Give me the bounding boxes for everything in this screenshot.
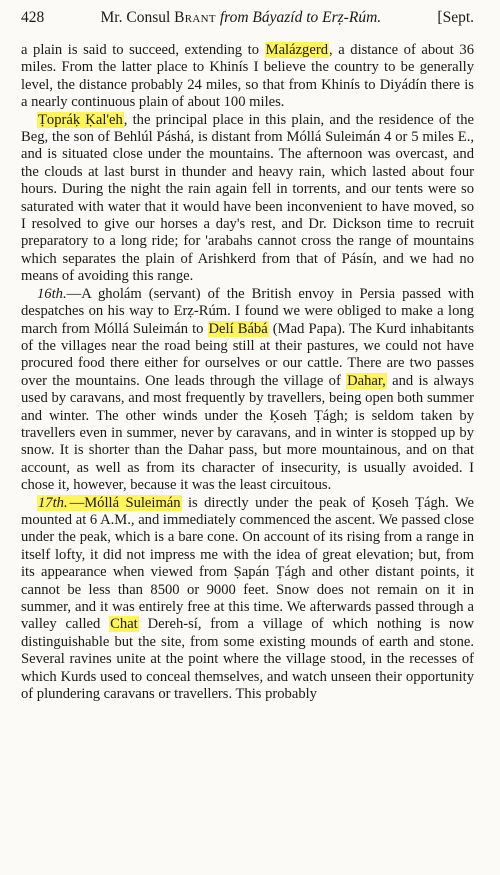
paragraph-3 — [21, 286, 474, 495]
highlight-chat: Chat — [110, 616, 138, 633]
date-17th: 17th. — [38, 494, 68, 511]
title-prefix: Mr. Consul — [100, 9, 171, 26]
text-run: (Mad Papa). The Kurd inhabitants of the villages near the road being still at their pastures, we could not have procured food there either for ourselves or our cattle. There are two passes over the mountains. One leads through the village of — [21, 320, 474, 389]
text-run: Dereh-sí, from a village of which nothing is now distinguishable but the site, from some existing mounds of earth and stone. Several ravines unite at the point where the village stood, in the recesses of which Kurds used to conceal themselves, and watch unseen their opportunity of plundering caravans or travellers. This probably — [21, 616, 474, 703]
highlight-molla-suleiman: —Móllá Suleimán — [69, 494, 181, 511]
text-run: a plain is said to succeed, extending to — [21, 42, 265, 58]
text-run: —A gholám (servant) of the British envoy in Persia passed with despatches on his way to Erẓ-Rúm. I found we were obliged to make a long march from Móllá Suleimán to — [21, 285, 474, 337]
highlight-toprak-kaleh: Ṭopráḳ Ḳal'eh — [38, 111, 123, 128]
title-name: Brant — [174, 9, 216, 26]
highlight-deli-baba: Delí Bábá — [208, 320, 268, 337]
page-number: 428 — [21, 9, 45, 26]
body-text — [21, 42, 474, 703]
highlight-malazgerd: Malázgerd — [265, 42, 328, 58]
text-run: is directly under the peak of Ḳoseh Ṭágh. We mounted at 6 A.M., and immediately commenced the ascent. We passed close under the peak, which is a bare cone. On account of its rising from a range in itself lofty, it did not impress me with the idea of great elevation; but, from its appearance when viewed from Ṣapán Ṭágh and other distant points, it cannot be less than 8500 or 9000 feet. Snow does not remain on it in summer, and it was entirely free at this time. We afterwards passed through a valley called — [21, 494, 474, 633]
highlight-dahar: Dahar, — [347, 372, 386, 389]
paragraph-2 — [21, 112, 474, 286]
running-header — [21, 8, 474, 28]
date-16th: 16th. — [37, 285, 67, 302]
text-run: , the principal place in this plain, and the residence of the Beg, the son of Behlúl Páshá, is distant from Móllá Suleimán 4 or 5 miles E., and is situated close under the mountains. The afternoon was overcast, and the clouds at last burst in thunder and heavy rain, which lasted about four hours. During the night the rain again fell in torrents, and our tents were so saturated with water that it would have been inconvenient to have moved, so I resolved to give our horses a day's rest, and Dr. Dickson time to recruit preparatory to a long ride; for 'arabahs cannot cross the range of mountains which separates the plain of Arishkerd from that of Pásín, and we had no means of avoiding this range. — [21, 111, 475, 285]
paragraph-4 — [21, 495, 474, 704]
text-run: , a distance of about 36 miles. From the latter place to Khinís I believe the country to be generally level, the distance probably 24 miles, so that from Khinís to Diyádín there is a nearly continuous plain of about 100 miles. — [21, 42, 474, 111]
paragraph-1 — [21, 42, 474, 112]
running-title — [44, 8, 437, 28]
section-mark: [Sept. — [437, 9, 474, 26]
text-run: and is always used by caravans, and most frequently by travellers, being open both summer and winter. The other winds under the Ḳoseh Ṭágh; is seldom taken by travellers even in summer, never by caravans, and in winter is stopped up by snow. It is shorter than the Dahar pass, but more mountainous, and on that account, as well as from its character of insecurity, is usually avoided. I chose it, however, because it was the least circuitous. — [21, 372, 474, 494]
title-route: from Báyazíd to Erẓ-Rúm. — [219, 9, 382, 26]
